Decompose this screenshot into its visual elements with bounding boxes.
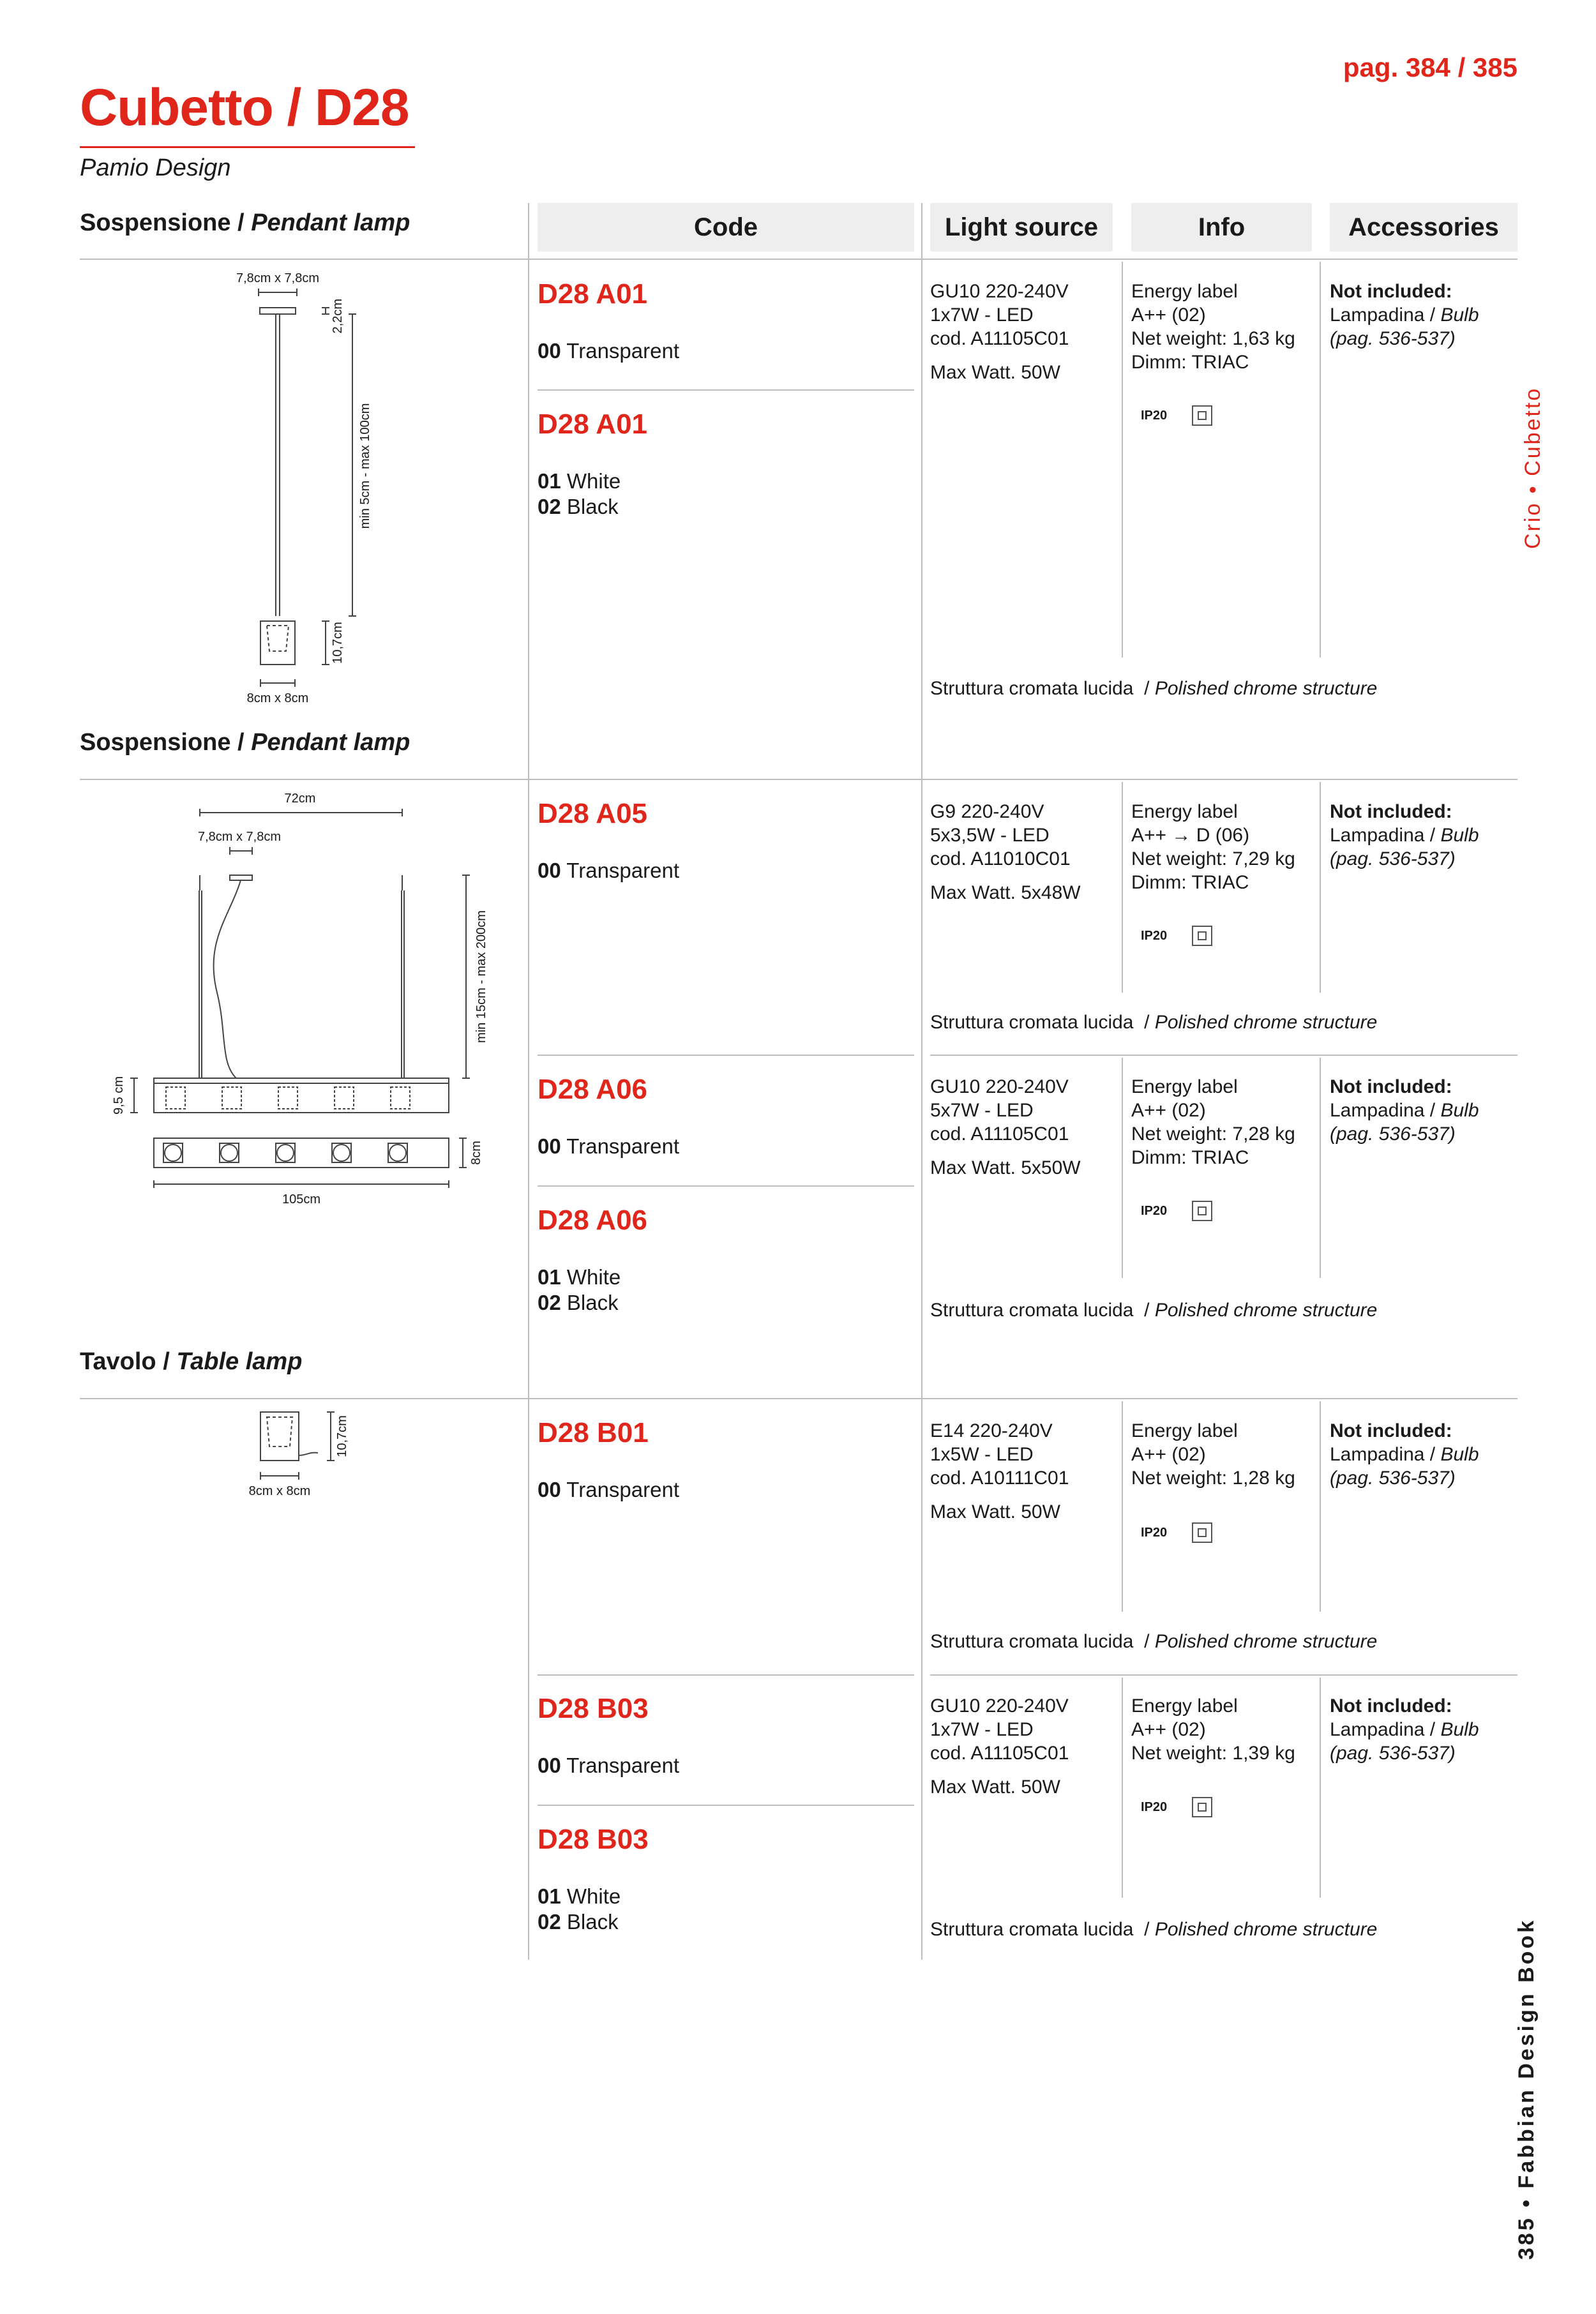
insulation-class-icon [1192, 926, 1212, 946]
code-divider [538, 1674, 914, 1676]
insulation-class-icon [1192, 405, 1212, 426]
dimension-label: min 15cm - max 200cm [474, 910, 488, 1043]
dimension-label: 9,5 cm [112, 1076, 126, 1115]
column-divider [1320, 782, 1321, 993]
dimension-label: 7,8cm x 7,8cm [236, 271, 320, 285]
accessories-cell: Not included: Lampadina / Bulb (pag. 536-537) [1330, 1420, 1479, 1489]
finish-list: 01 White 02 Black [538, 469, 621, 518]
light-source-cell: G9 220-240V 5x3,5W - LED cod. A11010C01 Max Watt. 5x48W [930, 801, 1081, 903]
column-header-light-source: Light source [930, 203, 1113, 252]
column-divider [528, 203, 529, 1960]
info-cell: Energy label A++ → D (06) Net weight: 7,29 kg Dimm: TRIAC [1131, 801, 1295, 893]
section-label-table: Tavolo / Table lamp [80, 1348, 303, 1375]
pendant-single-drawing [211, 268, 377, 715]
dimension-label: 10,7cm [335, 1415, 349, 1457]
finish-list: 00 Transparent [538, 1478, 679, 1501]
finish-list: 00 Transparent [538, 859, 679, 882]
light-source-cell: GU10 220-240V 1x7W - LED cod. A11105C01 Max Watt. 50W [930, 1695, 1069, 1798]
finish-list: 00 Transparent [538, 1754, 679, 1777]
title-underline [80, 146, 415, 148]
row-divider [930, 1674, 1517, 1676]
dimension-label: min 5cm - max 100cm [358, 403, 372, 529]
row-divider [930, 1055, 1517, 1056]
accessories-cell: Not included: Lampadina / Bulb (pag. 536-537) [1330, 1695, 1479, 1764]
light-source-cell: GU10 220-240V 1x7W - LED cod. A11105C01 Max Watt. 50W [930, 281, 1069, 383]
product-code: D28 A06 [538, 1074, 648, 1105]
structure-note: Struttura cromata lucida / Polished chrome structure [930, 1631, 1378, 1652]
accessories-cell: Not included: Lampadina / Bulb (pag. 536-537) [1330, 801, 1479, 869]
light-source-cell: GU10 220-240V 5x7W - LED cod. A11105C01 Max Watt. 5x50W [930, 1076, 1081, 1178]
ip-rating: IP20 [1141, 1797, 1212, 1817]
row-divider [80, 779, 1517, 780]
ip-rating: IP20 [1141, 926, 1212, 946]
finish-list: 01 White 02 Black [538, 1884, 621, 1934]
column-divider [1122, 1401, 1123, 1612]
insulation-class-icon [1192, 1797, 1212, 1817]
column-header-accessories: Accessories [1330, 203, 1517, 252]
info-cell: Energy label A++ (02) Net weight: 1,28 kg [1131, 1420, 1295, 1489]
page-reference: pag. 384 / 385 [1343, 52, 1517, 82]
finish-list: 00 Transparent [538, 339, 679, 363]
product-code: D28 B03 [538, 1693, 649, 1724]
structure-note: Struttura cromata lucida / Polished chrome structure [930, 1300, 1378, 1321]
dimension-label: 2,2cm [331, 299, 345, 334]
accessories-cell: Not included: Lampadina / Bulb (pag. 536-537) [1330, 1076, 1479, 1145]
column-divider [1320, 1058, 1321, 1278]
column-divider [1122, 1678, 1123, 1898]
dimension-label: 8cm [469, 1141, 483, 1165]
column-header-code: Code [538, 203, 914, 252]
structure-note: Struttura cromata lucida / Polished chrome structure [930, 678, 1378, 699]
row-divider [80, 259, 1517, 260]
code-divider [538, 389, 914, 391]
column-divider [1320, 1678, 1321, 1898]
accessories-cell: Not included: Lampadina / Bulb (pag. 536-537) [1330, 281, 1479, 349]
dimension-label: 10,7cm [331, 622, 345, 664]
info-cell: Energy label A++ (02) Net weight: 1,39 kg [1131, 1695, 1295, 1764]
column-header-info: Info [1131, 203, 1312, 252]
column-divider [1122, 262, 1123, 657]
ip-rating: IP20 [1141, 1522, 1212, 1543]
structure-note: Struttura cromata lucida / Polished chrome structure [930, 1012, 1378, 1033]
column-divider [1122, 782, 1123, 993]
dimension-label: 105cm [282, 1192, 321, 1206]
finish-list: 01 White 02 Black [538, 1265, 621, 1314]
row-divider [80, 1398, 1517, 1399]
column-divider [1122, 1058, 1123, 1278]
section-label-pendant-2: Sospensione / Pendant lamp [80, 729, 410, 756]
dimension-label: 72cm [284, 792, 316, 806]
structure-note: Struttura cromata lucida / Polished chrome structure [930, 1919, 1378, 1940]
dimension-label: 7,8cm x 7,8cm [197, 830, 282, 844]
product-code: D28 B03 [538, 1824, 649, 1855]
column-divider [921, 203, 922, 1960]
designer-name: Pamio Design [80, 154, 231, 181]
product-code: D28 A01 [538, 278, 648, 310]
product-code: D28 B01 [538, 1417, 649, 1448]
dimension-label: 8cm x 8cm [246, 691, 309, 705]
dimension-label: 8cm x 8cm [248, 1484, 311, 1498]
ip-rating: IP20 [1141, 405, 1212, 426]
insulation-class-icon [1192, 1522, 1212, 1543]
finish-list: 00 Transparent [538, 1134, 679, 1158]
table-lamp-drawing [236, 1404, 377, 1519]
code-divider [538, 1185, 914, 1187]
column-divider [1320, 262, 1321, 657]
code-divider [538, 1055, 914, 1056]
info-cell: Energy label A++ (02) Net weight: 1,63 kg Dimm: TRIAC [1131, 281, 1295, 373]
product-code: D28 A01 [538, 409, 648, 440]
side-category-tag: Crio • Cubetto [1521, 386, 1545, 549]
insulation-class-icon [1192, 1201, 1212, 1221]
product-code: D28 A05 [538, 798, 648, 829]
code-divider [538, 1805, 914, 1806]
info-cell: Energy label A++ (02) Net weight: 7,28 kg Dimm: TRIAC [1131, 1076, 1295, 1168]
section-label-pendant-1: Sospensione / Pendant lamp [80, 209, 410, 236]
product-code: D28 A06 [538, 1205, 648, 1236]
light-source-cell: E14 220-240V 1x5W - LED cod. A10111C01 Max Watt. 50W [930, 1420, 1069, 1522]
ip-rating: IP20 [1141, 1201, 1212, 1221]
column-divider [1320, 1401, 1321, 1612]
side-book-label: 385 • Fabbian Design Book [1514, 1918, 1539, 2260]
pendant-bar-drawing [109, 788, 504, 1210]
page-title: Cubetto / D28 [80, 79, 409, 137]
